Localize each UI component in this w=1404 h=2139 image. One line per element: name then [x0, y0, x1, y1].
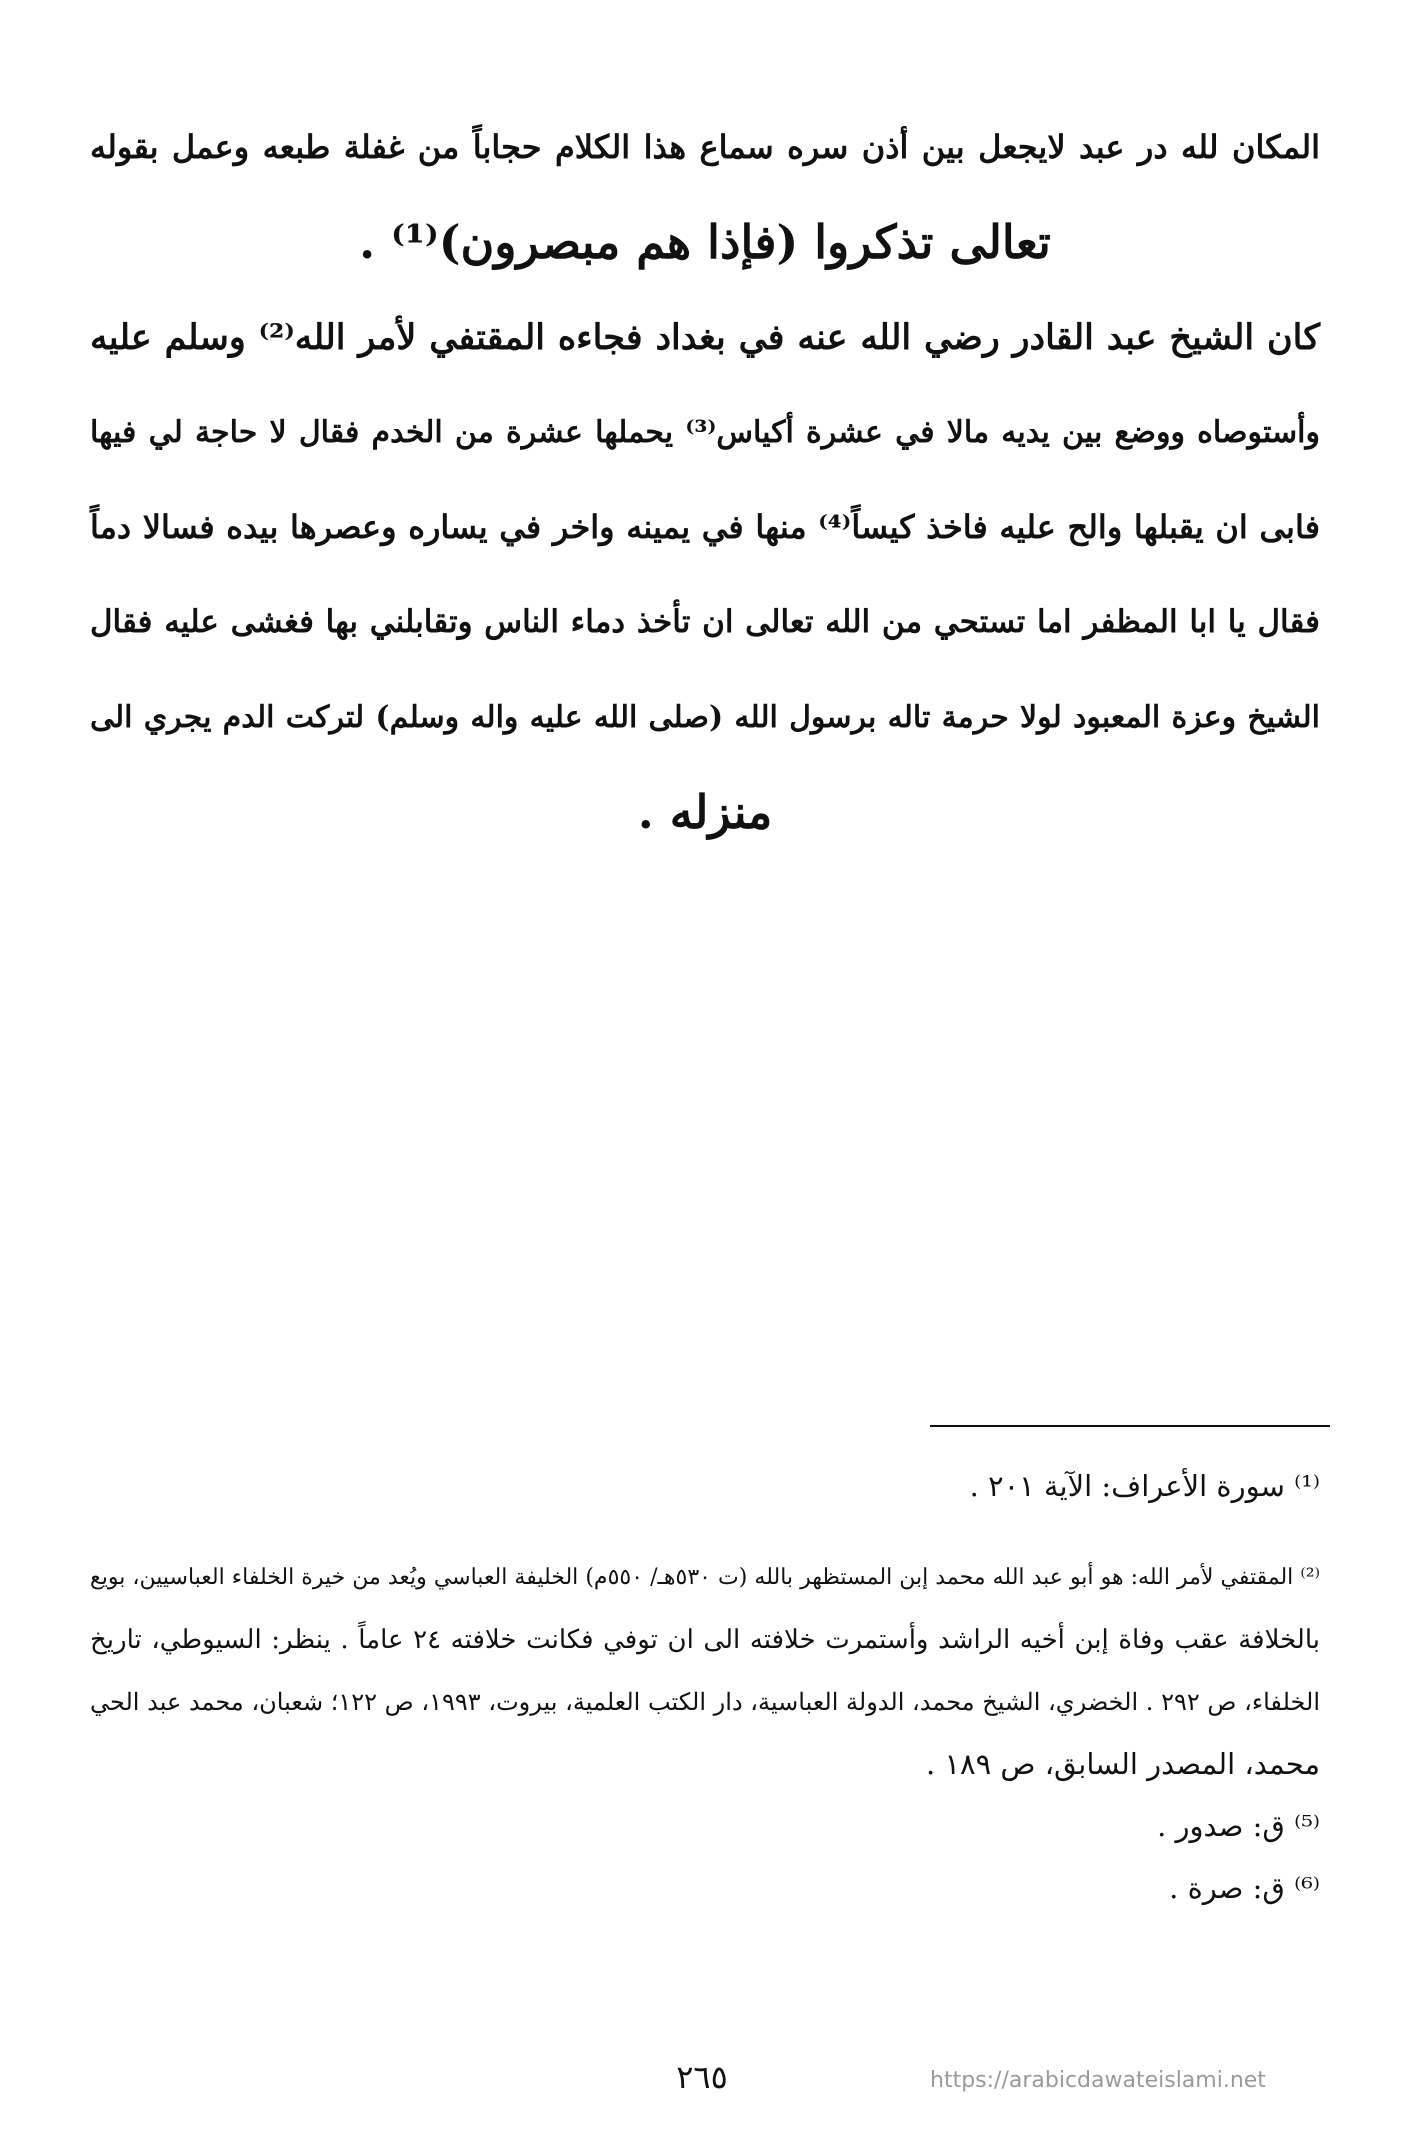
footnote-6: ⁽⁶⁾ ق: صرة .: [1169, 1871, 1320, 1905]
page-number: ٢٦٥: [676, 2058, 728, 2096]
text-line-7: الشيخ وعزة المعبود لولا حرمة تاله برسول الله (صلى الله عليه واله وسلم) لتركت الدم يجري الى: [90, 700, 1320, 735]
text-line-8: منزله .: [637, 785, 773, 839]
text-line-6: فقال يا ابا المظفر اما تستحي من الله تعالى ان تأخذ دماء الناس وتقابلني بها فغشى عليه فقال: [90, 604, 1320, 640]
footnote-1: ⁽¹⁾ سورة الأعراف: الآية ٢٠١ .: [969, 1469, 1320, 1503]
watermark-url: https://arabicdawateislami.net: [930, 2068, 1266, 2093]
text-line-3: كان الشيخ عبد القادر رضي الله عنه في بغداد فجاءه المقتفي لأمر الله⁽²⁾ وسلم عليه: [90, 317, 1320, 358]
text-line-1: المكان لله در عبد لايجعل بين أذن سره سماع هذا الكلام حجاباً من غفلة طبعه وعمل بقوله: [90, 128, 1320, 166]
footnote-5: ⁽⁵⁾ ق: صدور .: [1157, 1809, 1320, 1843]
text-line-2: تعالى تذكروا (فإذا هم مبصرون)⁽¹⁾ .: [359, 215, 1051, 269]
footnote-spacer: [90, 1517, 1320, 1547]
text-line-4: وأستوصاه ووضع بين يديه مالا في عشرة أكياس⁽³⁾ يحملها عشرة من الخدم فقال لا حاجة لي فيها: [90, 415, 1320, 450]
footnote-2-line-4: محمد، المصدر السابق، ص ١٨٩ .: [926, 1747, 1320, 1781]
footnote-2-line-2: بالخلافة عقب وفاة إبن أخيه الراشد وأستمرت خلافته الى ان توفي فكانت خلافته ٢٤ عاماً . ينظر: السيوطي، تاريخ: [90, 1625, 1320, 1655]
footnotes-block: [90, 1455, 1320, 1919]
text-line-5: فابى ان يقبلها والح عليه فاخذ كيساً⁽⁴⁾ منها في يمينه واخر في يساره وعصرها بيده فسالا دماً: [90, 508, 1320, 546]
footnote-separator: [930, 1425, 1330, 1427]
footnote-2-line-3: الخلفاء، ص ٢٩٢ . الخضري، الشيخ محمد، الدولة العباسية، دار الكتب العلمية، بيروت، ١٩٩٣، ص ١٢٢؛ شعبان، محمد عبد الحي: [90, 1688, 1320, 1716]
main-text-block: [90, 100, 1320, 860]
footnote-2-line-1: ⁽²⁾ المقتفي لأمر الله: هو أبو عبد الله محمد إبن المستظهر بالله (ت ٥٣٠هـ/ ٥٥٠م) الخليفة العباسي ويُعد من خيرة الخلفاء العباسيين، بويع: [90, 1565, 1320, 1590]
